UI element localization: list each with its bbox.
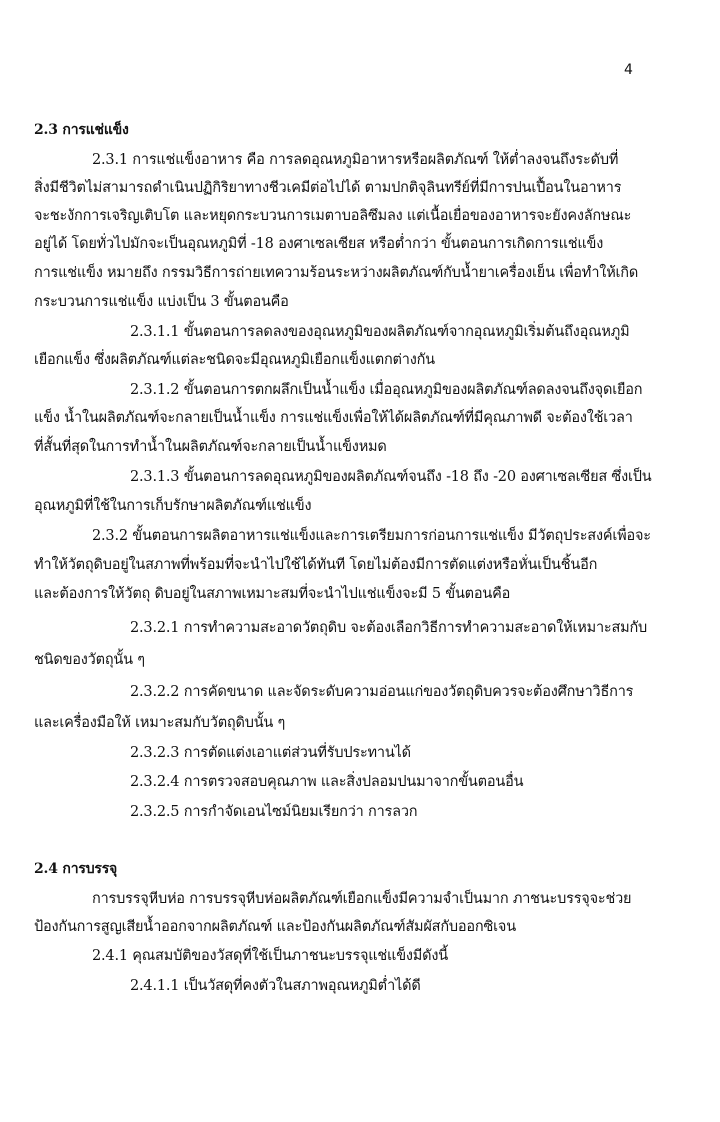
paragraph-2-3-1-3-line-2: อุณหภูมิที่ใช้ในการเก็บรักษาผลิตภัณฑ์แช่แข็ง <box>34 498 312 514</box>
paragraph-2-4-1: 2.4.1 คุณสมบัติของวัสดุที่ใช้เป็นภาชนะบรรจุแช่แข็งมีดังนี้ <box>92 948 448 964</box>
paragraph-2-4-line-1: การบรรจุหีบห่อ การบรรจุหีบห่อผลิตภัณฑ์เยือกแข็งมีความจำเป็นมาก ภาชนะบรรจุจะช่วย <box>92 891 632 907</box>
paragraph-2-3-1-line-3: จะชะงักการเจริญเติบโต และหยุดกระบวนการเมตาบอลิซึมลง แต่เนื้อเยื่อของอาหารจะยังคงลักษณะ <box>34 208 632 224</box>
paragraph-2-3-2-2-line-1: 2.3.2.2 การคัดขนาด และจัดระดับความอ่อนแก่ของวัตถุดิบควรจะต้องศึกษาวิธีการ <box>130 684 634 700</box>
paragraph-2-3-1-2-line-1: 2.3.1.2 ขั้นตอนการตกผลึกเป็นน้ำแข็ง เมื่ออุณหภูมิของผลิตภัณฑ์ลดลงจนถึงจุดเยือก <box>130 382 643 398</box>
paragraph-2-3-1-line-6: กระบวนการแช่แข็ง แบ่งเป็น 3 ขั้นตอนคือ <box>34 294 289 310</box>
paragraph-2-3-1-3-line-1: 2.3.1.3 ขั้นตอนการลดอุณหภูมิของผลิตภัณฑ์จนถึง -18 ถึง -20 องศาเซลเซียส ซึ่งเป็น <box>130 469 652 485</box>
paragraph-2-3-2-5: 2.3.2.5 การกำจัดเอนไซม์นิยมเรียกว่า การลวก <box>130 804 418 820</box>
paragraph-2-3-1-line-5: การแช่แข็ง หมายถึง กรรมวิธีการถ่ายเทความร้อนระหว่างผลิตภัณฑ์กับน้ำยาเครื่องเย็น เพื่อทำให้เกิด <box>34 265 639 281</box>
paragraph-2-4-1-1: 2.4.1.1 เป็นวัสดุที่คงตัวในสภาพอุณหภูมิต่ำได้ดี <box>130 978 421 994</box>
paragraph-2-3-2-3: 2.3.2.3 การตัดแต่งเอาแต่ส่วนที่รับประทานได้ <box>130 745 411 761</box>
paragraph-2-3-1-1-line-2: เยือกแข็ง ซึ่งผลิตภัณฑ์แต่ละชนิดจะมีอุณหภูมิเยือกแข็งแตกต่างกัน <box>34 352 435 368</box>
paragraph-2-3-2-2-line-2: และเครื่องมือให้ เหมาะสมกับวัตถุดิบนั้น ๆ <box>34 715 286 731</box>
paragraph-2-3-1-line-1: 2.3.1 การแช่แข็งอาหาร คือ การลดอุณหภูมิอาหารหรือผลิตภัณฑ์ ให้ต่ำลงจนถึงระดับที่ <box>92 152 619 168</box>
paragraph-2-3-2-line-1: 2.3.2 ขั้นตอนการผลิตอาหารแช่แข็งและการเตรียมการก่อนการแช่แข็ง มีวัตถุประสงค์เพื่อจะ <box>92 528 651 544</box>
section-heading-2-4: 2.4 การบรรจุ <box>34 861 118 877</box>
paragraph-2-3-2-1-line-1: 2.3.2.1 การทำความสะอาดวัตถุดิบ จะต้องเลือกวิธีการทำความสะอาดให้เหมาะสมกับ <box>130 620 648 636</box>
section-heading-2-3: 2.3 การแช่แข็ง <box>34 122 129 138</box>
paragraph-2-3-2-line-2: ทำให้วัตถุดิบอยู่ในสภาพที่พร้อมที่จะนำไปใช้ได้ทันที โดยไม่ต้องมีการตัดแต่งหรือหั่นเป็นชิ้นอีก <box>34 557 598 573</box>
paragraph-2-3-2-line-3: และต้องการให้วัตถุ ดิบอยู่ในสภาพเหมาะสมที่จะนำไปแช่แข็งจะมี 5 ขั้นตอนคือ <box>34 586 511 602</box>
paragraph-2-4-line-2: ป้องกันการสูญเสียน้ำออกจากผลิตภัณฑ์ และป้องกันผลิตภัณฑ์สัมผัสกับออกซิเจน <box>34 919 516 935</box>
paragraph-2-3-1-line-2: สิ่งมีชีวิตไม่สามารถดำเนินปฏิกิริยาทางชีวเคมีต่อไปได้ ตามปกติจุลินทรีย์ที่มีการปนเปื้อนในอาหาร <box>34 180 622 196</box>
paragraph-2-3-2-1-line-2: ชนิดของวัตถุนั้น ๆ <box>34 652 145 668</box>
paragraph-2-3-1-2-line-3: ที่สั้นที่สุดในการทำน้ำในผลิตภัณฑ์จะกลายเป็นน้ำแข็งหมด <box>34 439 387 455</box>
paragraph-2-3-2-4: 2.3.2.4 การตรวจสอบคุณภาพ และสิ่งปลอมปนมาจากขั้นตอนอื่น <box>130 774 524 790</box>
page-number: 4 <box>624 62 633 78</box>
paragraph-2-3-1-2-line-2: แข็ง น้ำในผลิตภัณฑ์จะกลายเป็นน้ำแข็ง การแช่แข็งเพื่อให้ได้ผลิตภัณฑ์ที่มีคุณภาพดี จะต้องใช้เวลา <box>34 410 633 426</box>
paragraph-2-3-1-line-4: อยู่ได้ โดยทั่วไปมักจะเป็นอุณหภูมิที่ -18 องศาเซลเซียส หรือต่ำกว่า ขั้นตอนการเกิดการแช่แข็ง <box>34 236 604 252</box>
paragraph-2-3-1-1-line-1: 2.3.1.1 ขั้นตอนการลดลงของอุณหภูมิของผลิตภัณฑ์จากอุณหภูมิเริ่มต้นถึงอุณหภูมิ <box>130 324 630 340</box>
